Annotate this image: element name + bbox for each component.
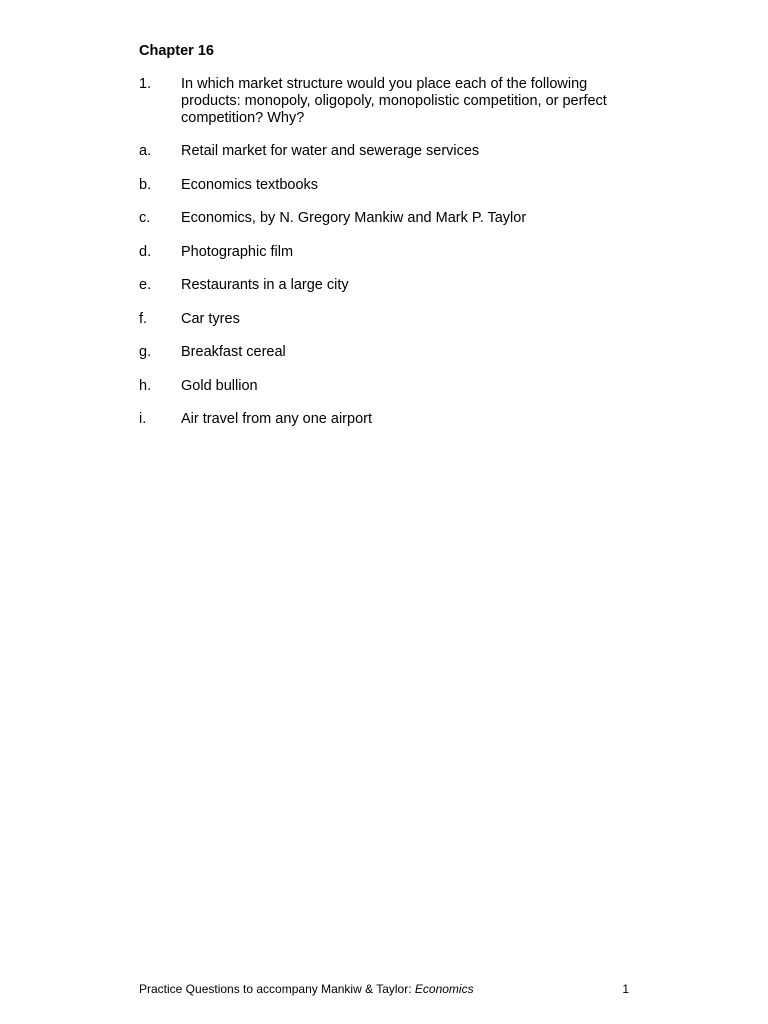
question-text: In which market structure would you place each of the following products: monopoly, oligopoly, monopolistic competition, or perfect competition? Why?	[181, 76, 607, 126]
item-text: Restaurants in a large city	[181, 277, 349, 293]
chapter-title: Chapter 16	[139, 43, 214, 59]
item-letter: a.	[139, 143, 152, 159]
item-text: Gold bullion	[181, 377, 258, 394]
item-letter: b.	[139, 176, 152, 193]
list-item	[139, 411, 639, 445]
footer-text	[139, 982, 474, 996]
item-text: Economics, by N. Gregory Mankiw and Mark P. Taylor	[181, 210, 527, 226]
list-item	[139, 344, 639, 378]
footer-prefix: Practice Questions to accompany Mankiw & Taylor:	[139, 982, 415, 996]
question-number: 1.	[139, 76, 152, 92]
page-footer	[139, 982, 629, 997]
item-text: Retail market for water and sewerage services	[181, 143, 480, 159]
list-item	[139, 277, 639, 311]
list-item	[139, 143, 639, 177]
item-letter: d.	[139, 243, 152, 260]
item-text: Photographic film	[181, 243, 294, 260]
item-letter: c.	[139, 210, 151, 226]
list-item	[139, 210, 639, 244]
item-letter: g.	[139, 344, 152, 360]
item-text: Air travel from any one airport	[181, 411, 372, 427]
item-text: Breakfast cereal	[181, 344, 286, 360]
footer-book-title: Economics	[414, 982, 474, 996]
page-number: 1	[622, 982, 629, 996]
list-item	[139, 244, 639, 278]
list-item	[139, 177, 639, 211]
item-letter: e.	[139, 277, 152, 293]
item-text: Economics textbooks	[181, 176, 319, 193]
answer-options-list	[139, 143, 639, 445]
item-letter: h.	[139, 377, 152, 394]
item-text: Car tyres	[181, 310, 240, 327]
list-item	[139, 378, 639, 412]
item-letter: i.	[139, 411, 147, 427]
list-item	[139, 311, 639, 345]
item-letter: f.	[139, 310, 148, 327]
